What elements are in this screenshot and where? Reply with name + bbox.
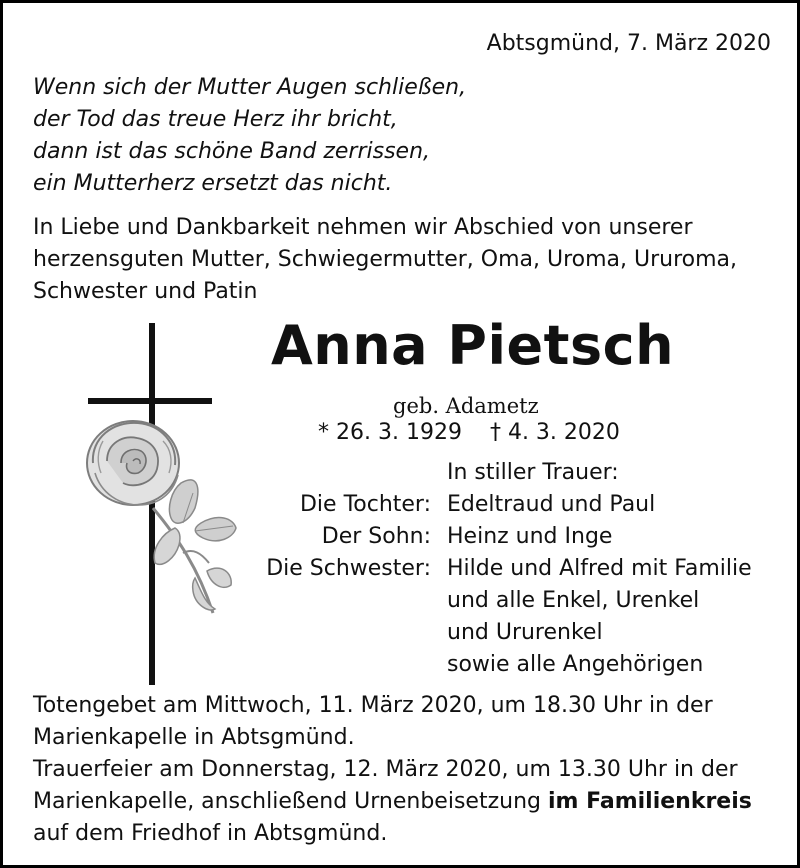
mourner-value: Heinz und Inge — [447, 524, 613, 549]
service-line: Trauerfeier am Donnerstag, 12. März 2020, um 13.30 Uhr in der — [33, 757, 738, 782]
service-line: auf dem Friedhof in Abtsgmünd. — [33, 821, 388, 846]
poem-line: dann ist das schöne Band zerrissen, — [33, 139, 431, 164]
mourner-names — [447, 457, 752, 681]
cross-with-rose-icon — [83, 323, 253, 688]
mourner-label-daughter: Die Tochter: — [299, 492, 431, 517]
birth-date: * 26. 3. 1929 — [318, 420, 462, 445]
mourner-value: sowie alle Angehörigen — [447, 652, 704, 677]
mourner-value: Edeltraud und Paul — [447, 492, 656, 517]
mourning-heading: In stiller Trauer: — [447, 460, 619, 485]
mourner-label-son: Der Sohn: — [321, 524, 431, 549]
death-date: † 4. 3. 2020 — [489, 420, 620, 445]
mourner-value: Hilde und Alfred mit Familie — [447, 556, 752, 581]
mourner-label-sister: Die Schwester: — [266, 556, 431, 581]
poem — [33, 72, 466, 200]
service-line: Marienkapelle in Abtsgmünd. — [33, 725, 355, 750]
service-line: Totengebet am Mittwoch, 11. März 2020, um 18.30 Uhr in der — [33, 693, 713, 718]
service-line — [33, 786, 752, 818]
mourner-labels — [266, 489, 431, 585]
poem-line: ein Mutterherz ersetzt das nicht. — [33, 171, 393, 196]
service-text: Marienkapelle, anschließend Urnenbeisetzung — [33, 789, 548, 814]
service-info — [33, 690, 752, 850]
intro-line: herzensguten Mutter, Schwiegermutter, Oma, Uroma, Ururoma, — [33, 247, 738, 272]
intro-text — [33, 212, 737, 308]
deceased-name: Anna Pietsch — [271, 314, 675, 377]
intro-line: In Liebe und Dankbarkeit nehmen wir Abschied von unserer — [33, 215, 693, 240]
poem-line: Wenn sich der Mutter Augen schließen, — [33, 75, 467, 100]
service-emphasis: im Familienkreis — [547, 789, 752, 814]
life-dates — [318, 417, 620, 449]
poem-line: der Tod das treue Herz ihr bricht, — [33, 107, 398, 132]
place-date: Abtsgmünd, 7. März 2020 — [486, 31, 771, 56]
intro-line: Schwester und Patin — [33, 279, 258, 304]
maiden-name: geb. Adametz — [393, 394, 539, 418]
mourner-value: und Ururenkel — [447, 620, 603, 645]
mourner-value: und alle Enkel, Urenkel — [447, 588, 700, 613]
